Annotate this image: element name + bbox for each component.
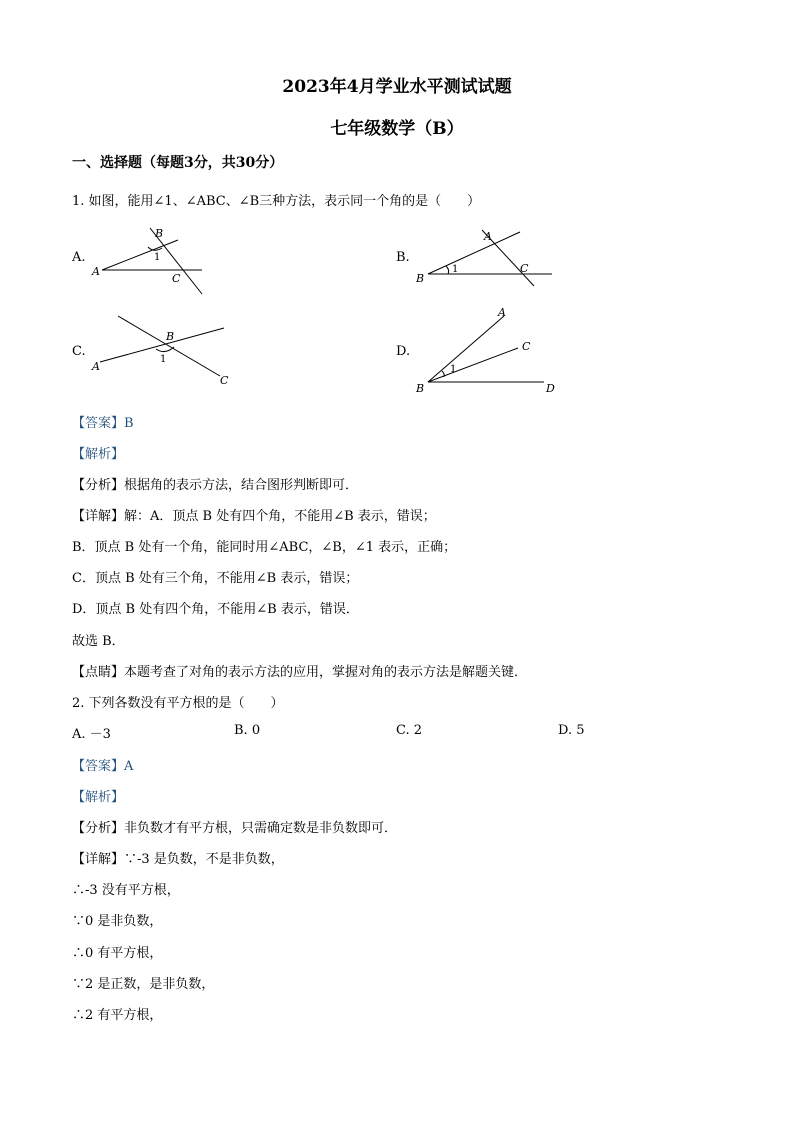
fig-b-label-b: B bbox=[416, 272, 425, 285]
q2-line: ∴0 有平方根， bbox=[72, 946, 163, 961]
q1-option-b-label: B. bbox=[396, 250, 410, 265]
q2-option-a: A. －3 bbox=[72, 727, 111, 742]
q2-line: ∴-3 没有平方根， bbox=[72, 883, 180, 898]
fig-a-label-a: A bbox=[92, 265, 100, 278]
q1-figure-b bbox=[412, 222, 562, 290]
fig-b-label-1: 1 bbox=[452, 264, 459, 275]
q1-figure-c bbox=[90, 312, 240, 392]
q1-answer: 【答案】B bbox=[72, 416, 134, 431]
q1-line-d: D．顶点 B 处有四个角，不能用∠B 表示，错误． bbox=[72, 602, 359, 617]
fig-c-label-1: 1 bbox=[160, 354, 167, 365]
q1-xiangjie: 【详解】解：A．顶点 B 处有四个角，不能用∠B 表示，错误； bbox=[72, 509, 436, 524]
fig-b-label-a: A bbox=[484, 230, 492, 243]
q1-figure-a bbox=[90, 222, 210, 298]
q1-option-c-label: C. bbox=[72, 344, 86, 359]
fig-d-label-a: A bbox=[498, 306, 506, 319]
q1-line-b: B．顶点 B 处有一个角，能同时用∠ABC，∠B，∠1 表示，正确； bbox=[72, 540, 457, 555]
q2-option-c: C. 2 bbox=[396, 723, 423, 738]
fig-a-label-c: C bbox=[172, 272, 181, 285]
q2-analysis-tag: 【解析】 bbox=[72, 790, 125, 805]
question-2-stem: 2. 下列各数没有平方根的是（ ） bbox=[72, 696, 284, 711]
document-title: 2023年4月学业水平测试试题 bbox=[282, 77, 512, 97]
fig-a-label-b: B bbox=[155, 227, 164, 240]
q2-line: ∴2 有平方根， bbox=[72, 1008, 163, 1023]
q1-line-c: C．顶点 B 处有三个角，不能用∠B 表示，错误； bbox=[72, 571, 359, 586]
q2-line: ∵0 是非负数， bbox=[72, 914, 163, 929]
q2-option-b: B. 0 bbox=[234, 723, 261, 738]
q1-analysis-tag: 【解析】 bbox=[72, 447, 125, 462]
section-heading: 一、选择题（每题3分，共30分） bbox=[72, 155, 284, 171]
q2-fenxi: 【分析】非负数才有平方根，只需确定数是非负数即可． bbox=[72, 821, 398, 836]
q1-option-a-label: A. bbox=[72, 250, 86, 265]
fig-c-label-b: B bbox=[166, 330, 175, 343]
q1-fenxi: 【分析】根据角的表示方法，结合图形判断即可． bbox=[72, 478, 359, 493]
fig-d-label-1: 1 bbox=[450, 364, 457, 375]
q2-line: ∵2 是正数，是非负数， bbox=[72, 977, 215, 992]
q2-xiangjie: 【详解】∵-3 是负数，不是非负数， bbox=[72, 852, 284, 867]
q1-dianjing: 【点睛】本题考查了对角的表示方法的应用，掌握对角的表示方法是解题关键． bbox=[72, 665, 528, 680]
q1-option-d-label: D. bbox=[396, 344, 411, 359]
fig-d-label-c: C bbox=[522, 340, 531, 353]
q1-figure-d bbox=[412, 304, 562, 396]
q2-option-d: D. 5 bbox=[558, 723, 585, 738]
fig-a-label-1: 1 bbox=[154, 252, 161, 263]
q1-choose: 故选 B． bbox=[72, 634, 125, 649]
fig-c-label-a: A bbox=[92, 360, 100, 373]
fig-d-label-b: B bbox=[416, 382, 425, 395]
fig-d-label-d: D bbox=[546, 382, 555, 395]
document-subtitle: 七年级数学（B） bbox=[330, 119, 464, 139]
fig-c-label-c: C bbox=[220, 374, 229, 387]
fig-b-label-c: C bbox=[520, 262, 529, 275]
q2-answer: 【答案】A bbox=[72, 759, 134, 774]
question-1-stem: 1. 如图，能用∠1、∠ABC、∠B三种方法，表示同一个角的是（ ） bbox=[72, 194, 481, 209]
